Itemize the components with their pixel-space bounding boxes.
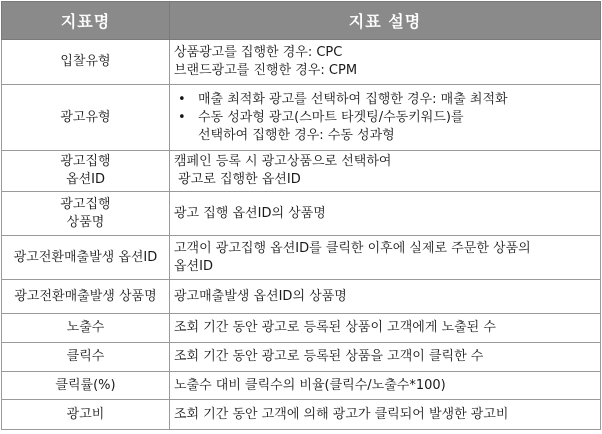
bullet-line: 선택하여 집행한 경우: 수동 성과형 [198, 127, 395, 143]
description-line: 광고 집행 옵션ID의 상품명 [174, 205, 326, 221]
table-row [2, 314, 601, 343]
description-line: 조회 기간 동안 광고로 등록된 상품이 고객에게 노출된 수 [174, 320, 496, 335]
description-line: 조회 기간 동안 고객에 의해 광고가 클릭되어 발생한 광고비 [174, 406, 509, 422]
metric-name-cell [2, 343, 170, 372]
metric-name-cell [2, 314, 170, 343]
bullet-line: • 매출 최적화 광고를 선택하여 집행한 경우: 매출 최적화 [198, 91, 508, 107]
metrics-table [1, 1, 601, 430]
table-row [2, 85, 601, 151]
metric-name-cell [2, 151, 170, 192]
bullet-item [174, 109, 596, 145]
metric-name: 광고집행 [60, 196, 111, 212]
table-row [2, 151, 601, 192]
table-row [2, 372, 601, 400]
metric-name: 광고유형 [60, 109, 111, 125]
metric-description-cell [170, 40, 601, 85]
metric-description-cell [170, 372, 601, 400]
metric-name-cell [2, 372, 170, 400]
metric-name: 입찰유형 [60, 54, 111, 69]
metric-description-cell [170, 236, 601, 280]
table-row [2, 192, 601, 236]
table-row [2, 280, 601, 314]
table-row [2, 236, 601, 280]
metric-name: 광고전환매출발생 옵션ID [13, 249, 158, 265]
metric-name-cell [2, 400, 170, 430]
metric-name: 옵션ID [66, 172, 105, 187]
metric-description-cell [170, 151, 601, 192]
description-line: 캠페인 등록 시 광고상품으로 선택하여 [174, 154, 392, 169]
description-line: 광고로 집행한 옵션ID [174, 172, 301, 187]
bullet-list [174, 91, 596, 145]
metric-name: 클릭률(%) [55, 377, 116, 393]
description-line: 광고매출발생 옵션ID의 상품명 [174, 288, 347, 304]
header-metric-name: 지표명 [2, 2, 170, 40]
table-row [2, 40, 601, 85]
metric-name: 광고집행 [60, 154, 111, 169]
metric-name-cell [2, 280, 170, 314]
metric-description-cell [170, 280, 601, 314]
metric-description-cell [170, 85, 601, 151]
bullet-line: • 수동 성과형 광고(스마트 타겟팅/수동키워드)를 [198, 109, 464, 125]
bullet-item [174, 91, 596, 109]
metric-name: 광고전환매출발생 상품명 [14, 288, 157, 304]
metric-name: 클릭수 [66, 349, 105, 364]
metric-description-cell [170, 400, 601, 430]
description-line: 상품광고를 집행한 경우: CPC [174, 45, 343, 60]
description-line: 노출수 대비 클릭수의 비율(클릭수/노출수*100) [174, 377, 446, 393]
header-metric-description: 지표 설명 [170, 2, 601, 40]
metric-name: 상품명 [66, 214, 105, 230]
metric-name-cell [2, 236, 170, 280]
metric-name: 광고비 [66, 406, 105, 422]
metric-name-cell [2, 85, 170, 151]
description-line: 조회 기간 동안 광고로 등록된 상품을 고객이 클릭한 수 [174, 349, 484, 364]
metric-name-cell [2, 40, 170, 85]
metric-name: 노출수 [66, 320, 105, 335]
description-line: 옵션ID [174, 258, 213, 274]
description-line: 고객이 광고집행 옵션ID를 클릭한 이후에 실제로 주문한 상품의 [174, 240, 531, 256]
table-row [2, 400, 601, 430]
metric-description-cell [170, 343, 601, 372]
description-line: 브랜드광고를 진행한 경우: CPM [174, 63, 358, 78]
metric-description-cell [170, 314, 601, 343]
metric-description-cell [170, 192, 601, 236]
table-row [2, 343, 601, 372]
metric-name-cell [2, 192, 170, 236]
table-header-row [2, 2, 601, 40]
